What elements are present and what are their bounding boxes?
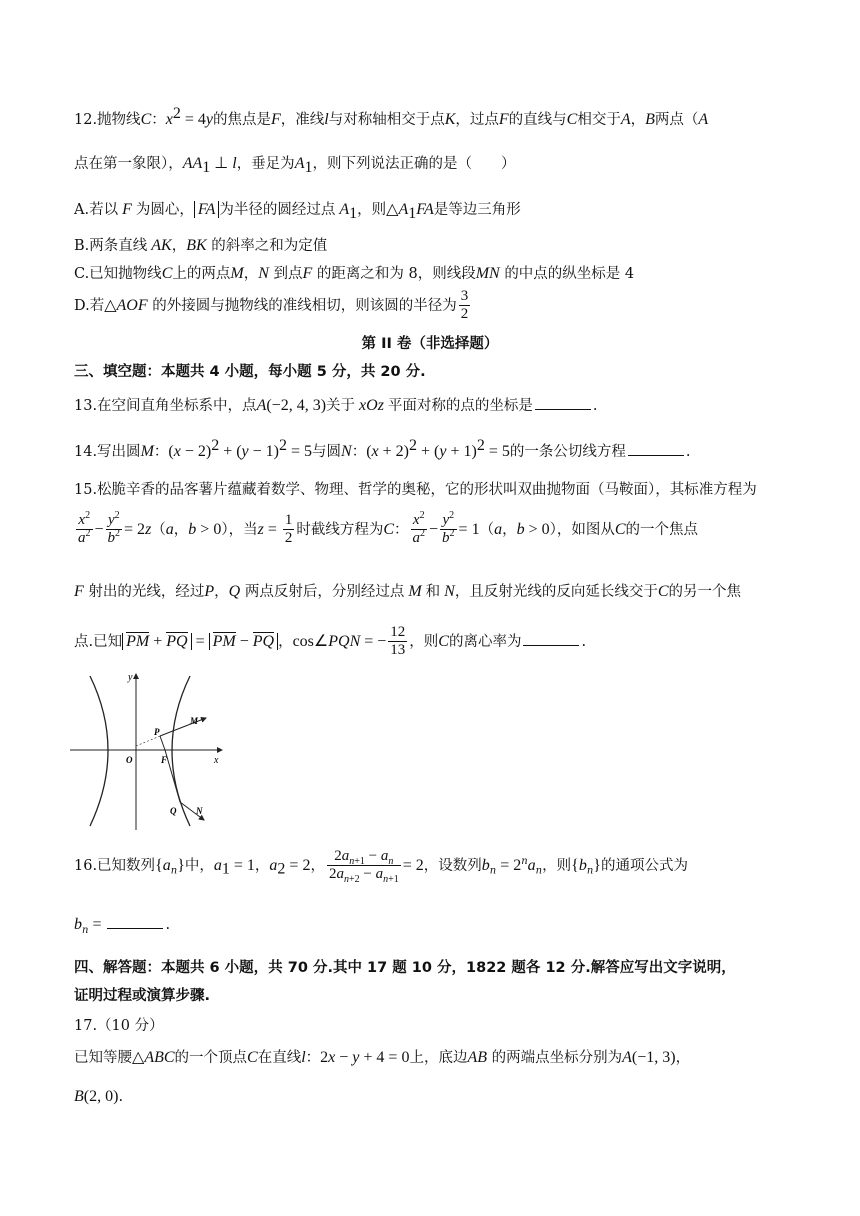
answer-blank bbox=[107, 916, 163, 929]
section4-title-line2: 证明过程或演算步骤. bbox=[74, 988, 211, 1004]
q14: 14.写出圆M：$(x - 2)^2 + (y - 1)^2 = 5$与圆N：$(x + 2)^2 + (y + 1)^2 = 5$的一条公切线方程 . bbox=[74, 437, 691, 460]
q12-option-b: B.两条直线 AK，BK 的斜率之和为定值 bbox=[74, 237, 328, 254]
label-p: P bbox=[154, 727, 160, 737]
section4-title-line1: 四、解答题：本题共 6 小题，共 70 分.其中 17 题 10 分，1822 题各 12 分.解答应写出文字说明， bbox=[74, 960, 736, 976]
q15-line4: 点.已知 PM + PQ = PM − PQ ，cos∠PQN = − $\frac{12}{13}$ ，则C的离心率为 . bbox=[74, 624, 587, 659]
q16-answer-line: $b_n$ = . bbox=[74, 916, 171, 936]
q16: 16.已知数列$\{a_n\}$中，$a_1 = 1$，$a_2 = 2$， $\frac{2a_{n+1} - a_n}{2a_{n+2} - a_{n+1}}$ = 2，设数列$b_n = 2^na_n$，则$\{b_n\}$的通项公式为 bbox=[74, 848, 688, 886]
label-x: x bbox=[214, 755, 219, 766]
q12-stem-line1: 12.抛物线C：$x^2 = 4y$的焦点是F，准线l与对称轴相交于点K，过点F的直线与C相交于A，B两点（A bbox=[74, 105, 709, 128]
section3-title: 三、填空题：本题共 4 小题，每小题 5 分，共 20 分. bbox=[74, 364, 426, 380]
q15-line2: $\frac{x^2}{a^2}$ − $\frac{y^2}{b^2}$ = 2z（a，b > 0），当z = $\frac{1}{2}$ 时截线方程为C： $\frac{x^2}{a^2}$ − $\frac{y^2}{b^2}$ = 1（a，b > 0），如图从C的一个焦点 bbox=[78, 510, 699, 547]
q13: 13.在空间直角坐标系中，点A(−2, 4, 3)关于 xOz 平面对称的点的坐标是 . bbox=[74, 397, 598, 414]
q12-option-d: D.若△AOF 的外接圆与抛物线的准线相切，则该圆的半径为 $\frac{3}{2}$ bbox=[74, 288, 469, 323]
q15-line1: 15.松脆辛香的品客薯片蕴藏着数学、物理、哲学的奥秘，它的形状叫双曲抛物面（马鞍面），其标准方程为 bbox=[74, 482, 757, 498]
extension-p bbox=[136, 736, 160, 746]
q15-line3: F 射出的光线，经过P，Q 两点反射后，分别经过点 M 和 N，且反射光线的反向延长线交于C的另一个焦 bbox=[74, 583, 742, 600]
label-n: N bbox=[196, 806, 203, 816]
q12-option-a: A.若以 F 为圆心， FA 为半径的圆经过点 $A_1$，则$\triangle A_1FA$是等边三角形 bbox=[74, 201, 521, 222]
q12-stem-line2: 点在第一象限），$AA_1$ ⊥ l，垂足为$A_1$，则下列说法正确的是（ ） bbox=[74, 155, 516, 176]
q17-head: 17.（10 分） bbox=[74, 1018, 164, 1034]
q12-option-c: C.已知抛物线C上的两点M，N 到点F 的距离之和为 8，则线段MN 的中点的纵坐标是 4 bbox=[74, 265, 635, 282]
answer-blank bbox=[628, 443, 684, 456]
label-q: Q bbox=[170, 806, 177, 816]
label-f: F bbox=[161, 755, 168, 765]
label-y: y bbox=[128, 672, 133, 683]
label-o: O bbox=[126, 755, 133, 765]
part2-title: 第 II 卷（非选择题） bbox=[361, 336, 499, 352]
q17-line1: 已知等腰△ABC的一个顶点C在直线l：2x − y + 4 = 0上，底边AB 的两端点坐标分别为A(−1, 3)， bbox=[74, 1049, 691, 1066]
ray-p-to-m bbox=[160, 718, 206, 736]
left-branch bbox=[90, 676, 108, 826]
label-m: M bbox=[190, 716, 199, 726]
answer-blank bbox=[535, 397, 591, 410]
q17-line2: B(2, 0). bbox=[74, 1088, 124, 1105]
right-branch bbox=[172, 676, 190, 826]
hyperbola-figure bbox=[68, 666, 230, 834]
answer-blank bbox=[523, 633, 579, 646]
ray-f-to-p bbox=[160, 736, 165, 750]
